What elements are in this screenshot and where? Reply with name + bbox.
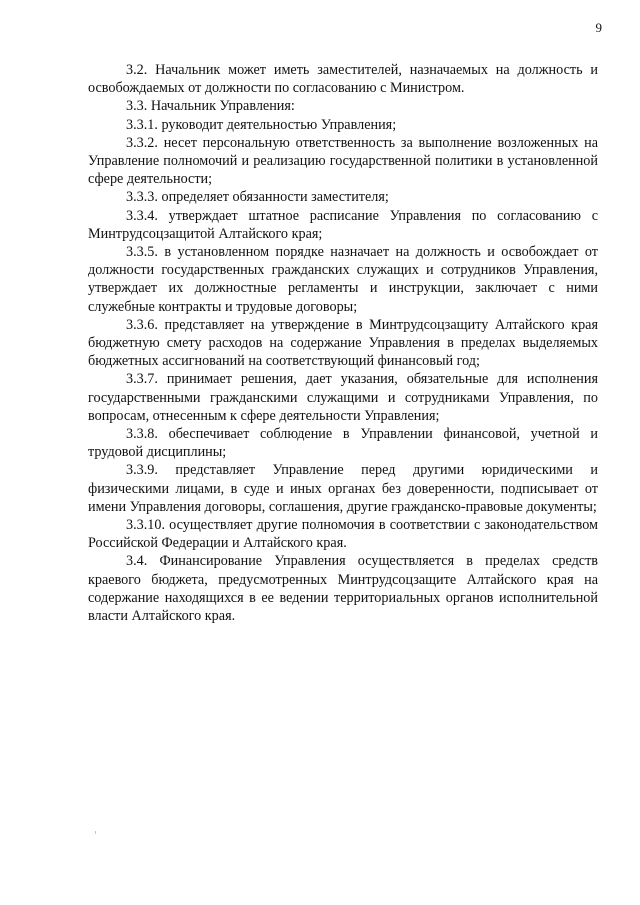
paragraph-3-3-7: 3.3.7. принимает решения, дает указания, обязательные для исполнения государственными гражданскими служащими и сотрудниками Управления, по вопросам, отнесенным к сфере деятельности Управления; [88, 371, 598, 424]
page-number: 9 [595, 20, 602, 35]
paragraph-3-2: 3.2. Начальник может иметь заместителей, назначаемых на должность и освобождаемых от должности по согласованию с Министром. [88, 62, 598, 97]
paragraph-3-3-4: 3.3.4. утверждает штатное расписание Управления по согласованию с Минтрудсоцзащитой Алтайского края; [88, 207, 598, 242]
paragraph-3-3: 3.3. Начальник Управления: [126, 98, 295, 115]
paragraph-3-3-10: 3.3.10. осуществляет другие полномочия в соответствии с законодательством Российской Федерации и Алтайского края. [88, 517, 598, 552]
paragraph-3-3-5: 3.3.5. в установленном порядке назначает на должность и освобождает от должности государственных гражданских служащих и сотрудников Управления, утверждает их должностные регламенты и инструкции, заключает с ними служебные контракты и трудовые договоры; [88, 244, 598, 315]
paragraph-3-4: 3.4. Финансирование Управления осуществляется в пределах средств краевого бюджета, предусмотренных Минтрудсоцзащите Алтайского края на содержание находящихся в ее ведении территориальных органов исполнительной власти Алтайского края. [88, 553, 598, 625]
paragraph-3-3-9: 3.3.9. представляет Управление перед другими юридическими и физическими лицами, в суде и иных органах без доверенности, подписывает от имени Управления договоры, соглашения, другие гражданско-правовые документы; [88, 462, 598, 515]
scan-speck [95, 831, 96, 834]
paragraph-3-3-2: 3.3.2. несет персональную ответственность за выполнение возложенных на Управление полномочий и реализацию государственной политики в установленной сфере деятельности; [88, 134, 598, 188]
paragraph-3-3-8: 3.3.8. обеспечивает соблюдение в Управлении финансовой, учетной и трудовой дисциплины; [88, 426, 598, 461]
paragraph-3-3-1: 3.3.1. руководит деятельностью Управления; [126, 116, 397, 133]
paragraph-3-3-3: 3.3.3. определяет обязанности заместителя; [126, 189, 389, 206]
document-body [88, 61, 598, 625]
paragraph-3-3-6: 3.3.6. представляет на утверждение в Минтрудсоцзащиту Алтайского края бюджетную смету расходов на содержание Управления в пределах выделяемых бюджетных ассигнований на соответствующий финансовый год; [88, 316, 598, 370]
